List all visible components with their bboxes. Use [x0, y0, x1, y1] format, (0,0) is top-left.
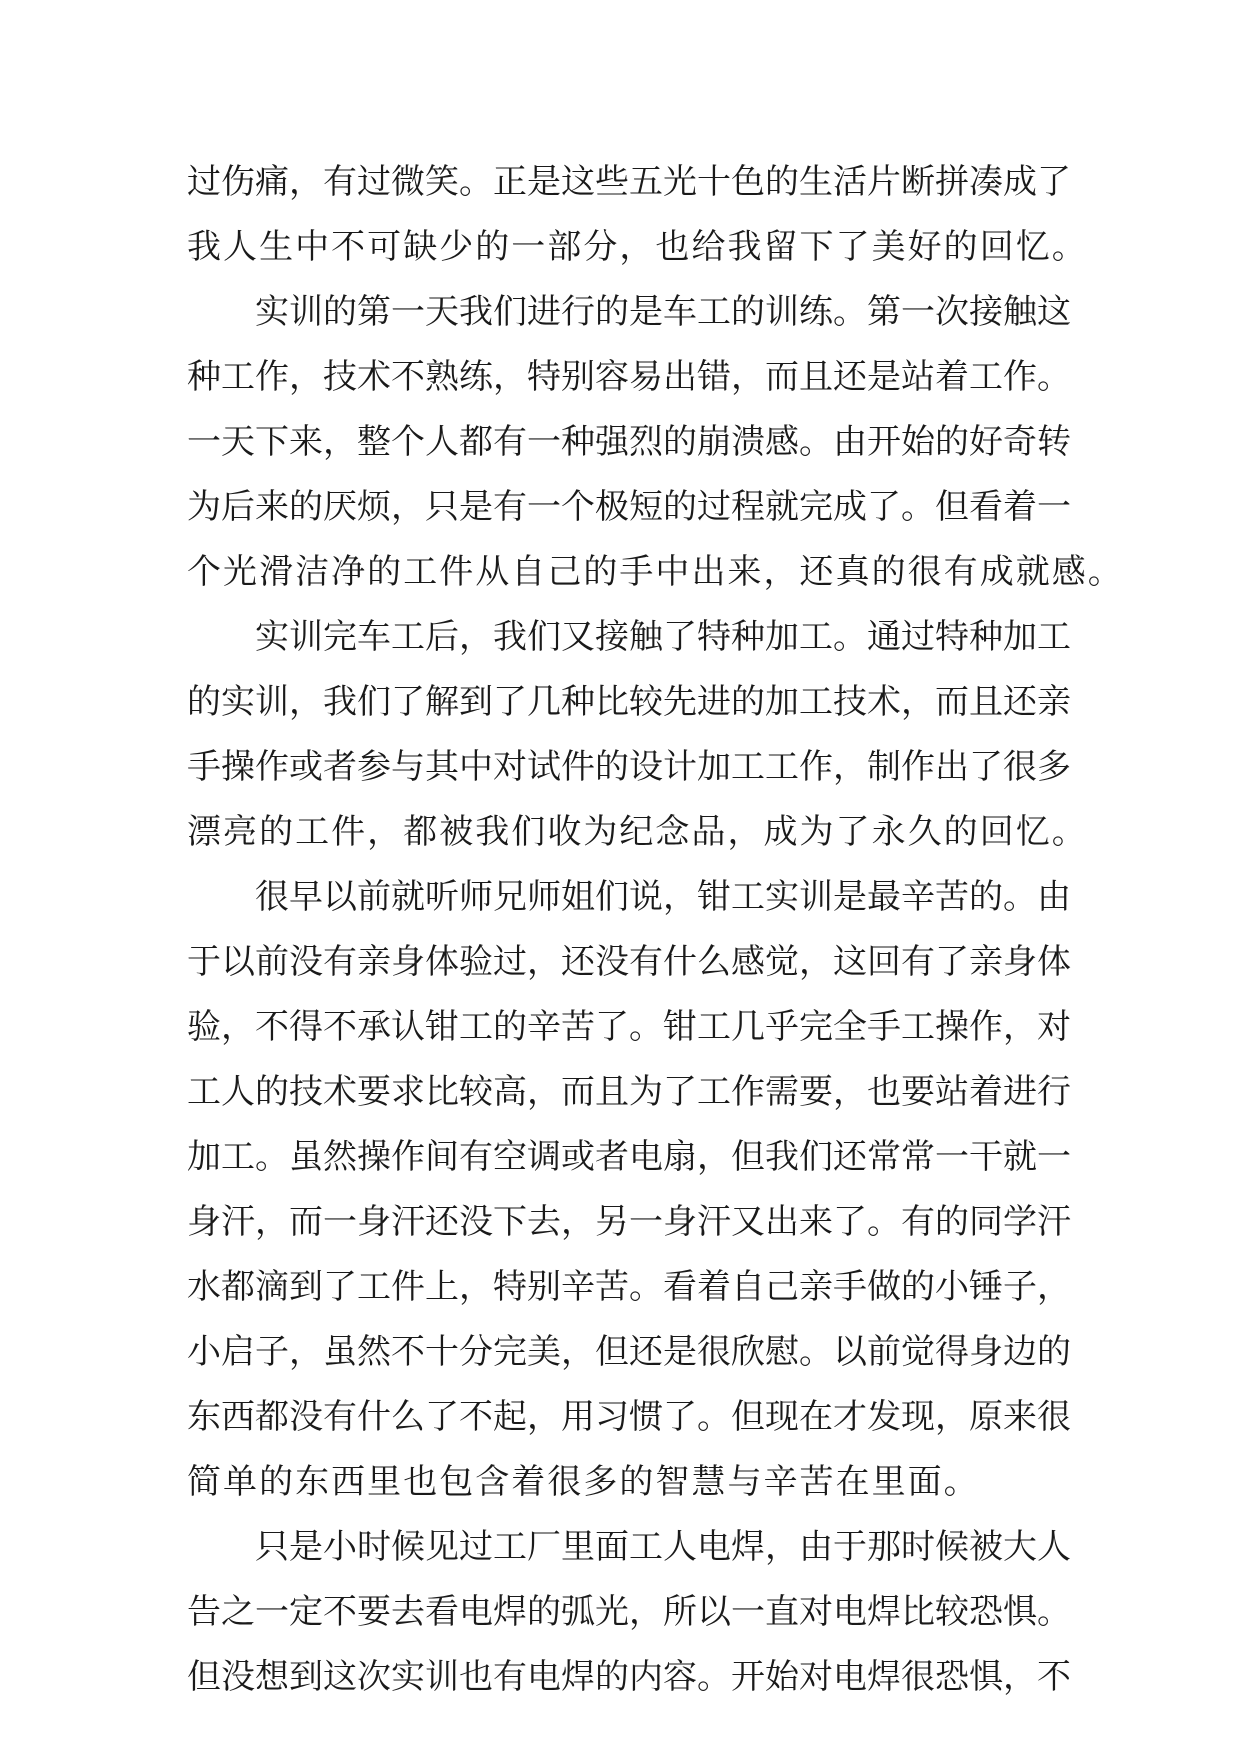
text-line: 过 伤 痛 ， 有 过 微 笑 。 正 是 这 些 五 光 十 色 的 生 活 片 断 拼 凑 成 了: [187, 162, 1071, 202]
text-line: 于 以 前 没 有 亲 身 体 验 过 ， 还 没 有 什 么 感 觉 ， 这 回 有 了 亲 身 体: [187, 942, 1071, 982]
text-line: 种 工 作 ， 技 术 不 熟 练 ， 特 别 容 易 出 错 ， 而 且 还 是 站 着 工 作 。: [187, 357, 1071, 397]
text-line: 验 ， 不 得 不 承 认 钳 工 的 辛 苦 了 。 钳 工 几 乎 完 全 手 工 操 作 ， 对: [187, 1007, 1071, 1047]
text-line: 简 单 的 东 西 里 也 包 含 着 很 多 的 智 慧 与 辛 苦 在 里 面 。: [187, 1462, 978, 1502]
body-text: [187, 150, 1122, 1710]
text-line: 加 工 。 虽 然 操 作 间 有 空 调 或 者 电 扇 ， 但 我 们 还 常 常 一 干 就 一: [187, 1137, 1071, 1177]
text-line: 手 操 作 或 者 参 与 其 中 对 试 件 的 设 计 加 工 工 作 ， 制 作 出 了 很 多: [187, 747, 1071, 787]
text-line: 我 人 生 中 不 可 缺 少 的 一 部 分 ， 也 给 我 留 下 了 美 好 的 回 忆 。: [187, 227, 1086, 267]
text-line: 工 人 的 技 术 要 求 比 较 高 ， 而 且 为 了 工 作 需 要 ， 也 要 站 着 进 行: [187, 1072, 1071, 1112]
text-line: 漂 亮 的 工 件 ， 都 被 我 们 收 为 纪 念 品 ， 成 为 了 永 久 的 回 忆 。: [187, 812, 1086, 852]
text-line: 只 是 小 时 候 见 过 工 厂 里 面 工 人 电 焊 ， 由 于 那 时 候 被 大 人: [255, 1527, 1071, 1567]
text-line: 告 之 一 定 不 要 去 看 电 焊 的 弧 光 ， 所 以 一 直 对 电 焊 比 较 恐 惧 。: [187, 1592, 1071, 1632]
text-line: 很 早 以 前 就 听 师 兄 师 姐 们 说 ， 钳 工 实 训 是 最 辛 苦 的 。 由: [255, 877, 1071, 917]
text-line: 为 后 来 的 厌 烦 ， 只 是 有 一 个 极 短 的 过 程 就 完 成 了 。 但 看 着 一: [187, 487, 1071, 527]
text-line: 小 启 子 ， 虽 然 不 十 分 完 美 ， 但 还 是 很 欣 慰 。 以 前 觉 得 身 边 的: [187, 1332, 1071, 1372]
text-line: 但 没 想 到 这 次 实 训 也 有 电 焊 的 内 容 。 开 始 对 电 焊 很 恐 惧 ， 不: [187, 1657, 1071, 1697]
text-line: 实 训 的 第 一 天 我 们 进 行 的 是 车 工 的 训 练 。 第 一 次 接 触 这: [255, 292, 1071, 332]
text-line: 东 西 都 没 有 什 么 了 不 起 ， 用 习 惯 了 。 但 现 在 才 发 现 ， 原 来 很: [187, 1397, 1071, 1437]
text-line: 身 汗 ， 而 一 身 汗 还 没 下 去 ， 另 一 身 汗 又 出 来 了 。 有 的 同 学 汗: [187, 1202, 1071, 1242]
text-line: 实 训 完 车 工 后 ， 我 们 又 接 触 了 特 种 加 工 。 通 过 特 种 加 工: [255, 617, 1071, 657]
text-line: 水 都 滴 到 了 工 件 上 ， 特 别 辛 苦 。 看 着 自 己 亲 手 做 的 小 锤 子 ，: [187, 1267, 1071, 1307]
text-line: 个 光 滑 洁 净 的 工 件 从 自 己 的 手 中 出 来 ， 还 真 的 很 有 成 就 感 。: [187, 552, 1122, 592]
text-line: 一 天 下 来 ， 整 个 人 都 有 一 种 强 烈 的 崩 溃 感 。 由 开 始 的 好 奇 转: [187, 422, 1071, 462]
text-line: 的 实 训 ， 我 们 了 解 到 了 几 种 比 较 先 进 的 加 工 技 术 ， 而 且 还 亲: [187, 682, 1071, 722]
